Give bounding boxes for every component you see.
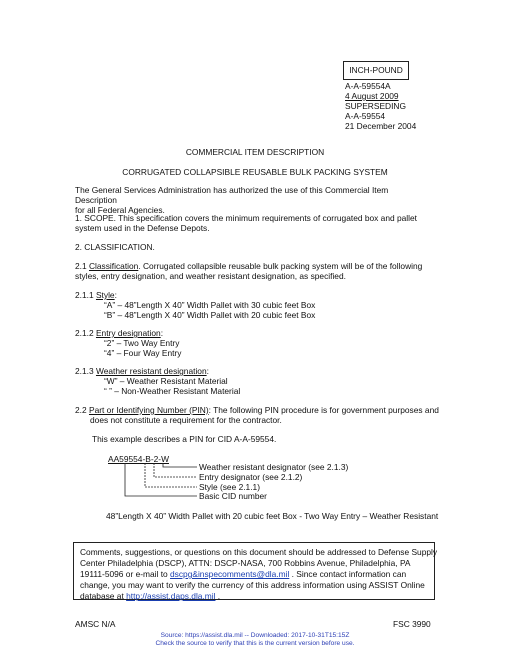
assist-link[interactable]: http://assist.daps.dla.mil	[126, 591, 216, 601]
list-item: “ ” – Non-Weather Resistant Material	[104, 386, 241, 396]
pin-label-basic: Basic CID number	[199, 491, 267, 501]
classification-line-2: styles, entry designation, and weather resistant designation, as specified.	[75, 271, 346, 281]
document-id: A-A-59554A	[345, 81, 391, 91]
section-number: 2.1	[75, 261, 89, 271]
comments-line-1: Comments, suggestions, or questions on this document should be addressed to Defense Supply	[80, 547, 438, 557]
comments-line-5: database at	[80, 591, 127, 601]
superseding-label: SUPERSEDING	[345, 101, 406, 111]
pin-example-intro: This example describes a PIN for CID A-A-59554.	[92, 434, 277, 444]
pin-label-entry: Entry designator (see 2.1.2)	[199, 472, 303, 482]
pin-line-2: does not constitute a requirement for the contractor.	[90, 415, 282, 425]
pin-leader-entry	[154, 463, 197, 477]
list-item: “B” – 48”Length X 40” Width Pallet with 20 cubic feet Box	[104, 310, 316, 320]
section-number: 2.1.3	[75, 366, 96, 376]
source-line-1: Source: https://assist.dla.mil -- Downloaded: 2017-10-31T15:15Z	[160, 632, 350, 639]
intro-line-1: The General Services Administration has authorized the use of this Commercial Item Description	[75, 185, 389, 205]
style-heading: 2.1.1 Style:	[75, 290, 117, 300]
weather-heading: 2.1.3 Weather resistant designation:	[75, 366, 209, 376]
classification-text: . Corrugated collapsible reusable bulk packing system will be of the following	[138, 261, 423, 271]
previous-document-date: 21 December 2004	[345, 121, 417, 131]
entry-heading: 2.1.2 Entry designation:	[75, 328, 164, 338]
email-link[interactable]: dscpg&inspecomments@dla.mil	[170, 569, 290, 579]
classification-label: Classification	[88, 261, 139, 271]
pin-label-weather: Weather resistant designator (see 2.1.3)	[199, 462, 349, 472]
pin-leader-basic	[125, 463, 197, 496]
pin-text: : The following PIN procedure is for government purposes and	[208, 405, 439, 415]
footer-fsc: FSC 3990	[393, 619, 431, 629]
document-subtitle: CORRUGATED COLLAPSIBLE REUSABLE BULK PACKING SYSTEM	[122, 167, 388, 177]
entry-label: Entry designation	[95, 328, 161, 338]
section-number: 2.1.2	[75, 328, 96, 338]
style-label: Style	[95, 290, 115, 300]
pin-leader-weather	[163, 463, 197, 467]
list-item: “4” – Four Way Entry	[104, 348, 182, 358]
scope-line-2: system used in the Defense Depots.	[75, 223, 210, 233]
comments-box	[73, 542, 438, 601]
document-title: COMMERCIAL ITEM DESCRIPTION	[185, 147, 325, 157]
pin-description: 48”Length X 40” Width Pallet with 20 cubic feet Box - Two Way Entry – Weather Resistant	[106, 511, 439, 521]
comments-line-3: 19111-5096 or e-mail to	[80, 569, 171, 579]
scope-line-1: 1. SCOPE. This specification covers the minimum requirements of corrugated box and pallet	[75, 213, 417, 223]
list-item: “2” – Two Way Entry	[104, 338, 180, 348]
comments-line-4: change, you may want to verify the currency of this address information using ASSIST Online	[80, 580, 425, 590]
comments-line-5-end: .	[215, 591, 221, 601]
intro-line-2: for all Federal Agencies.	[75, 205, 165, 215]
pin-label-style: Style (see 2.1.1)	[199, 482, 260, 492]
document-date: 4 August 2009	[345, 91, 399, 101]
section-number: 2.2	[75, 405, 89, 415]
classification-heading: 2. CLASSIFICATION.	[75, 242, 155, 252]
weather-label: Weather resistant designation	[95, 366, 207, 376]
section-number: 2.1.1	[75, 290, 96, 300]
list-item: “A” – 48”Length X 40” Width Pallet with 30 cubic feet Box	[104, 300, 316, 310]
list-item: “W” – Weather Resistant Material	[104, 376, 228, 386]
source-line-2: Check the source to verify that this is the current version before use.	[155, 640, 355, 647]
pin-code: AA59554-B-2-W	[108, 454, 169, 464]
inch-pound-stamp: INCH-POUND	[343, 61, 409, 80]
comments-line-2: Center Philadelphia (DSCP), ATTN: DSCP-NASA, 700 Robbins Avenue, Philadelphia, PA	[80, 558, 411, 568]
comments-line-3-end: . Since contact information can	[289, 569, 407, 579]
previous-document-id: A-A-59554	[345, 111, 386, 121]
pin-label: Part or Identifying Number (PIN)	[88, 405, 209, 415]
footer-amsc: AMSC N/A	[75, 619, 116, 629]
